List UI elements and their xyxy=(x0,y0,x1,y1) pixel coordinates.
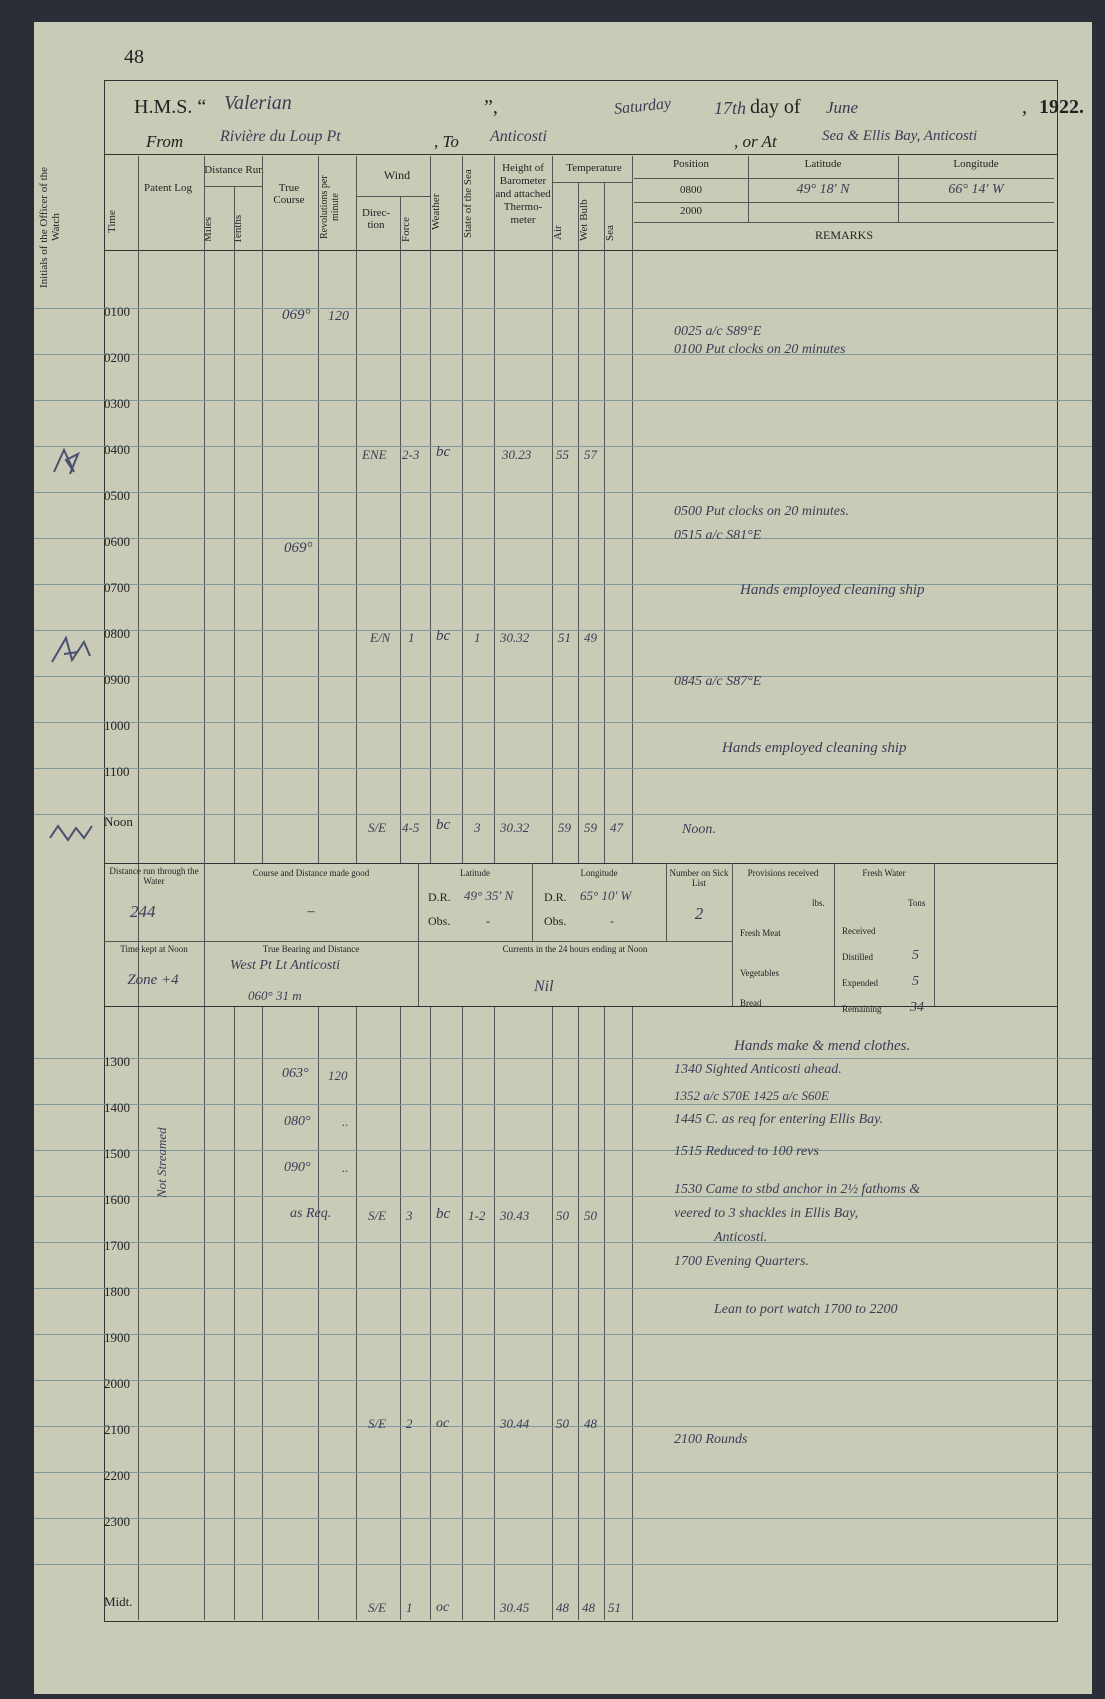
or-at-label: , or At xyxy=(734,132,777,151)
col-state-of-sea: State of the Sea xyxy=(462,169,474,239)
course-made-good-value: – xyxy=(307,904,315,919)
time-row: 1600 xyxy=(104,1192,130,1207)
course-1300: 063° xyxy=(282,1066,309,1081)
wetbulb-noon: 59 xyxy=(584,820,597,835)
remark: 0500 Put clocks on 20 minutes. xyxy=(674,504,849,519)
force-0400: 2-3 xyxy=(402,447,420,462)
col-temperature: Temperature xyxy=(566,162,622,174)
weather-1600: bc xyxy=(436,1206,451,1222)
air-1600: 50 xyxy=(556,1208,569,1223)
tons-label: Tons xyxy=(908,898,926,908)
year: 1922. xyxy=(1039,96,1084,118)
weather-2000: oc xyxy=(436,1416,450,1431)
noon-lat-label: Latitude xyxy=(460,868,490,878)
bearing-line-1: West Pt Lt Anticosti xyxy=(230,958,341,973)
distilled-value: 5 xyxy=(912,948,919,963)
time-row: 1100 xyxy=(104,764,130,779)
time-row: 0600 xyxy=(104,534,130,549)
dr-label: D.R. xyxy=(428,890,451,904)
from-place: Rivière du Loup Pt xyxy=(220,128,341,145)
officer-initials-marks xyxy=(44,442,104,842)
remark: 0025 a/c S89°E xyxy=(674,324,762,339)
time-row: 0300 xyxy=(104,396,130,411)
force-midt: 1 xyxy=(406,1600,413,1615)
time-row: 1700 xyxy=(104,1238,130,1253)
currents-value: Nil xyxy=(534,978,554,995)
month: June xyxy=(826,98,859,117)
seatemp-midt: 51 xyxy=(608,1600,621,1615)
bearing-line-2: 060° 31 m xyxy=(248,988,302,1003)
course-0600: 069° xyxy=(284,540,313,556)
col-direction: Direc- tion xyxy=(361,207,391,231)
close-quote: ”, xyxy=(484,96,498,118)
col-weather: Weather xyxy=(430,193,442,231)
remark: Anticosti. xyxy=(714,1230,768,1245)
wind-dir-midt: S/E xyxy=(368,1600,387,1615)
air-0800: 51 xyxy=(558,630,571,645)
ship-name: Valerian xyxy=(224,92,292,114)
noon-lat-obs: - xyxy=(486,914,490,928)
lbs-label: lbs. xyxy=(812,898,825,908)
baro-1600: 30.43 xyxy=(500,1208,530,1223)
remark: 2100 Rounds xyxy=(674,1432,748,1447)
time-row: 0700 xyxy=(104,580,130,595)
col-tenths: Tenths xyxy=(232,214,244,244)
wetbulb-1600: 50 xyxy=(584,1208,597,1223)
from-label: From xyxy=(146,132,184,151)
initials-label: Initials of the Officer of the Watch xyxy=(38,166,62,288)
col-time: Time xyxy=(106,210,118,234)
wind-dir-0400: ENE xyxy=(362,447,387,462)
baro-0800: 30.32 xyxy=(500,630,530,645)
noon-long-dr: 65° 10' W xyxy=(580,888,632,903)
longitude-label: Longitude xyxy=(953,158,999,170)
remark: Hands make & mend clothes. xyxy=(734,1038,911,1054)
baro-2000: 30.44 xyxy=(500,1416,530,1431)
col-wind: Wind xyxy=(383,168,411,182)
hms-label: H.M.S. “ xyxy=(134,96,207,118)
dist-run-label: Distance run through the Water xyxy=(109,866,199,886)
baro-0400: 30.23 xyxy=(502,447,532,462)
noon-long-label: Longitude xyxy=(580,868,618,878)
baro-noon: 30.32 xyxy=(500,820,530,835)
fresh-meat-label: Fresh Meat xyxy=(740,928,781,938)
remark: Hands employed cleaning ship xyxy=(722,740,907,756)
noon-lat-dr: 49° 35' N xyxy=(464,888,514,903)
to-place: Anticosti xyxy=(490,128,547,145)
log-page xyxy=(34,22,1092,1694)
expended-value: 5 xyxy=(912,974,919,989)
col-wet-bulb: Wet Bulb xyxy=(578,199,590,241)
time-row: Noon xyxy=(104,814,133,829)
col-sea: Sea xyxy=(604,225,616,241)
fresh-water-label: Fresh Water xyxy=(862,868,906,878)
pos-row2-time: 2000 xyxy=(680,205,702,217)
log-table-frame xyxy=(104,80,1058,1622)
time-row: 2000 xyxy=(104,1376,130,1391)
bread-label: Bread xyxy=(740,998,762,1008)
wind-dir-0800: E/N xyxy=(370,630,391,645)
true-bearing-label: True Bearing and Distance xyxy=(262,944,360,954)
remark: 1530 Came to stbd anchor in 2½ fathoms & xyxy=(674,1182,921,1197)
pos-row1-long: 66° 14' W xyxy=(948,182,1004,197)
col-distance-run: Distance Run xyxy=(204,164,264,176)
col-true-course: True Course xyxy=(273,182,305,206)
sea-state-noon: 3 xyxy=(474,820,481,835)
pos-row1-lat: 49° 18' N xyxy=(796,182,850,197)
revs-0100: 120 xyxy=(328,309,349,324)
remark: 0515 a/c S81°E xyxy=(674,528,762,543)
course-1400: 080° xyxy=(284,1114,311,1129)
noon-long-obs: - xyxy=(610,914,614,928)
sick-list-value: 2 xyxy=(694,904,704,923)
remark: 0100 Put clocks on 20 minutes xyxy=(674,342,846,357)
wind-dir-2000: S/E xyxy=(368,1416,387,1431)
remark: Lean to port watch 1700 to 2200 xyxy=(714,1302,898,1317)
received-label: Received xyxy=(842,926,876,936)
wetbulb-2000: 48 xyxy=(584,1416,597,1431)
remark: Hands employed cleaning ship xyxy=(740,582,925,598)
course-0100: 069° xyxy=(282,307,311,323)
revs-1500: .. xyxy=(342,1160,349,1175)
force-1600: 3 xyxy=(406,1208,413,1223)
col-patent-log: Patent Log xyxy=(144,182,192,194)
remaining-value: 34 xyxy=(910,1000,924,1015)
wind-dir-1600: S/E xyxy=(368,1208,387,1223)
year-comma: , xyxy=(1022,96,1027,118)
day: 17th xyxy=(714,98,747,118)
time-row: 0100 xyxy=(104,304,130,319)
obs-label: Obs. xyxy=(544,914,567,928)
revs-1400: .. xyxy=(342,1114,349,1129)
air-midt: 48 xyxy=(556,1600,569,1615)
time-row: 0900 xyxy=(104,672,130,687)
time-row: 0200 xyxy=(104,350,130,365)
time-row: 2100 xyxy=(104,1422,130,1437)
time-row: 1900 xyxy=(104,1330,130,1345)
col-force: Force xyxy=(400,216,412,242)
weather-0400: bc xyxy=(436,444,451,460)
course-made-good-label: Course and Distance made good xyxy=(252,868,370,878)
time-row: 2300 xyxy=(104,1514,130,1529)
sick-list-label: Number on Sick List xyxy=(669,868,729,888)
vegetables-label: Vegetables xyxy=(740,968,779,978)
weather-noon: bc xyxy=(436,817,451,833)
sea-state-1600: 1-2 xyxy=(468,1208,486,1223)
force-2000: 2 xyxy=(406,1416,413,1431)
baro-midt: 30.45 xyxy=(500,1600,530,1615)
course-1500: 090° xyxy=(284,1160,311,1175)
time-row: Midt. xyxy=(104,1594,133,1609)
wetbulb-0800: 49 xyxy=(584,630,597,645)
remark: 1352 a/c S70E 1425 a/c S60E xyxy=(674,1088,829,1103)
force-0800: 1 xyxy=(408,630,415,645)
weekday: Saturday xyxy=(613,95,672,118)
at-place: Sea & Ellis Bay, Anticosti xyxy=(822,128,978,144)
air-noon: 59 xyxy=(558,820,571,835)
force-noon: 4-5 xyxy=(402,820,420,835)
time-row: 0500 xyxy=(104,488,130,503)
latitude-label: Latitude xyxy=(804,158,842,170)
dist-run-value: 244 xyxy=(130,902,156,921)
time-row: 1800 xyxy=(104,1284,130,1299)
air-2000: 50 xyxy=(556,1416,569,1431)
revs-1300: 120 xyxy=(328,1068,348,1083)
weather-0800: bc xyxy=(436,628,451,644)
col-miles: Miles xyxy=(202,216,214,242)
time-row: 1400 xyxy=(104,1100,130,1115)
sea-state-0800: 1 xyxy=(474,630,481,645)
time-row: 2200 xyxy=(104,1468,130,1483)
dr-label: D.R. xyxy=(544,890,567,904)
time-row: 0800 xyxy=(104,626,130,641)
day-of-label: day of xyxy=(750,96,801,118)
weather-midt: oc xyxy=(436,1600,450,1615)
remaining-label: Remaining xyxy=(842,1004,882,1014)
remark: 1515 Reduced to 100 revs xyxy=(674,1144,819,1159)
col-air: Air xyxy=(552,225,564,241)
remark: 1340 Sighted Anticosti ahead. xyxy=(674,1062,842,1077)
patent-log-note: Not Streamed xyxy=(154,1127,169,1198)
wind-dir-noon: S/E xyxy=(368,820,387,835)
time-row: 0400 xyxy=(104,442,130,457)
page-number: 48 xyxy=(124,46,144,68)
wetbulb-midt: 48 xyxy=(582,1600,595,1615)
remark: 0845 a/c S87°E xyxy=(674,674,762,689)
pos-row1-time: 0800 xyxy=(680,184,702,196)
to-label: , To xyxy=(434,132,459,151)
time-row: 1500 xyxy=(104,1146,130,1161)
obs-label: Obs. xyxy=(428,914,451,928)
course-1600: as Req. xyxy=(290,1206,332,1221)
time-row: 1300 xyxy=(104,1054,130,1069)
remark: 1445 C. as req for entering Ellis Bay. xyxy=(674,1112,884,1127)
time-kept-label: Time kept at Noon xyxy=(120,944,188,954)
remark: 1700 Evening Quarters. xyxy=(674,1254,809,1269)
remark: veered to 3 shackles in Ellis Bay, xyxy=(674,1206,859,1221)
currents-label: Currents in the 24 hours ending at Noon xyxy=(502,944,648,954)
air-0400: 55 xyxy=(556,447,569,462)
seatemp-noon: 47 xyxy=(610,820,623,835)
time-kept-value: Zone +4 xyxy=(127,972,179,988)
time-row: 1000 xyxy=(104,718,130,733)
col-revolutions: Revolutions per minute xyxy=(319,175,341,239)
wetbulb-0400: 57 xyxy=(584,447,597,462)
col-barometer: Height of Barometer and attached Thermo- meter xyxy=(495,162,551,226)
provisions-label: Provisions received xyxy=(747,868,819,878)
expended-label: Expended xyxy=(842,978,878,988)
distilled-label: Distilled xyxy=(842,952,873,962)
remark: Noon. xyxy=(682,822,716,837)
position-label: Position xyxy=(672,158,710,170)
remarks-label: REMARKS xyxy=(814,228,873,242)
